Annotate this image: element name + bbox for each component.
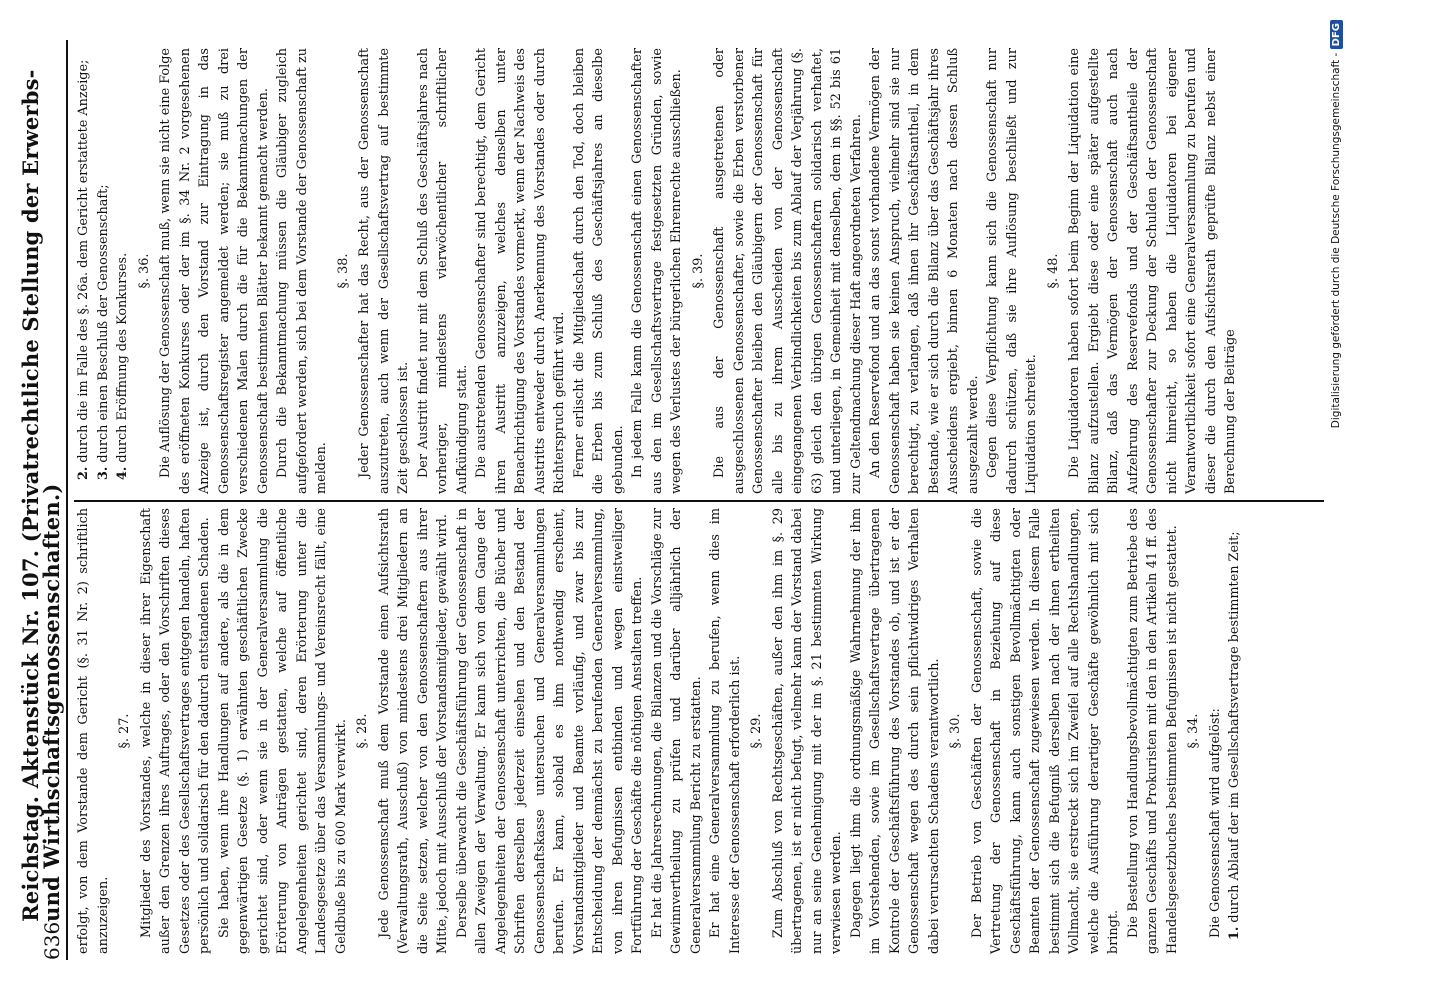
- text-columns: [74, 40, 1324, 960]
- enumerated-item: [94, 48, 114, 494]
- enumerated-item: [1225, 508, 1245, 954]
- enum-text: durch die im Falle des §. 26a. dem Gericht erstattete Anzeige;: [76, 59, 91, 463]
- section-heading: §. 39.: [690, 253, 706, 289]
- paragraph: Die aus der Genossenschaft ausgetretenen oder ausgeschlossenen Genossenschafter, sowie die Erben verstorbener Genossenschafter bleiben den Gläubigern der Genossenschaft für alle bis zu ihrem Ausscheiden von der Genossenschaft eingegangenen Verbindlichkeiten bis zum Ablauf der Verjährung (§. 63) gleich den übrigen Genossenschaftern solidarisch verhaftet, und unterliegen, in Gemeinheit mit denselben, dem in §§. 52 bis 61 zur Geltendmachung dieser Haft angeordneten Verfahren.: [712, 48, 864, 494]
- paragraph: Mitglieder des Vorstandes, welche in dieser ihrer Eigenschaft außer den Grenzen ihres Auftrages, oder den Vorschriften dieses Gesetzes oder des Gesellschaftsvertrages entgegen handeln, haften persönlich und solidarisch für den dadurch entstandenen Schaden.: [138, 508, 212, 954]
- paragraph: Der Betrieb von Geschäften der Genossenschaft, sowie die Vertretung der Genossenschaft in Beziehung auf diese Geschäftsführung, kann auch sonstigen Bevollmächtigten oder Beamten der Genossenschaft zugewiesen werden. In diesem Falle bestimmt sich die Befugniß derselben nach der ihnen ertheilten Vollmacht, sie erstreckt sich im Zweifel auf alle Rechtshandlungen, welche die Ausführung derartiger Geschäfte gewöhnlich mit sich bringt.: [969, 508, 1121, 954]
- paragraph: Zum Abschluß von Rechtsgeschäften, außer den ihm im §. 29 übertragenen, ist er nicht befugt, vielmehr kann der Vorstand dabei nur an seine Genehmigung mit der im §. 21 bestimmten Wirkung verwiesen werden.: [770, 508, 844, 954]
- paragraph: Er hat eine Generalversammlung zu berufen, wenn dies im Interesse der Genossenschaft erforderlich ist.: [708, 508, 743, 954]
- paragraph: Die Liquidatoren haben sofort beim Beginn der Liquidation eine Bilanz aufzustellen. Ergiebt diese oder eine später aufgestellte Bilanz, daß das Vermögen der Genossenschaft auch nach Aufzehrung des Reservefonds und der Geschäftsantheile der Genossenschafter zur Deckung der Schulden der Genossenschaft nicht hinreicht, so haben die Liquidatoren bei eigener Verantwortlichkeit sofort eine Generalversammlung zu berufen und dieser die durch den Aufsichtsrath geprüfte Bilanz nebst einer Berechnung der Beiträge: [1067, 48, 1238, 494]
- paragraph: Die Bestellung von Handlungsbevollmächtigten zum Betriebe des ganzen Geschäfts und Prokuristen mit den in den Artikeln 41 ff. des Handelsgesetzbuches bestimmten Befugnissen ist nicht gestattet.: [1125, 508, 1180, 954]
- section-heading: §. 34.: [1186, 713, 1201, 749]
- page-header: [18, 40, 68, 960]
- section-heading: §. 48.: [1045, 253, 1061, 289]
- paragraph: Gegen diese Verpflichtung kann sich die Genossenschaft nur dadurch schützen, daß sie ihre Auflösung beschließt und zur Liquidation schreitet.: [985, 48, 1039, 494]
- enum-text: durch Eröffnung des Konkurses.: [115, 252, 130, 463]
- enumerated-item: [113, 48, 133, 494]
- enumerated-item: [74, 48, 94, 494]
- section-heading: §. 38.: [335, 253, 351, 289]
- paragraph: Die Auflösung der Genossenschaft muß, wenn sie nicht eine Folge des eröffneten Konkurses oder der im §. 34 Nr. 2 vorgesehenen Anzeige ist, durch den Vorstand zur Eintragung in das Genossenschaftsregister angemeldet werden; sie muß zu drei verschiedenen Malen durch die für die Bekanntmachungen der Genossenschaft bestimmten Blätter bekannt gemacht werden.: [158, 48, 271, 494]
- paragraph: Jede Genossenschaft muß dem Vorstande einen Aufsichtsrath (Verwaltungsrath, Ausschuß) von mindestens drei Mitgliedern an die Seite setzen, welcher von den Genossenschaftern aus ihrer Mitte, jedoch mit Ausschluß der Vorstandsmitglieder, gewählt wird.: [376, 508, 450, 954]
- column-divider: [74, 500, 1324, 502]
- paragraph: Derselbe überwacht die Geschäftsführung der Genossenschaft in allen Zweigen der Verwaltung. Er kann sich von dem Gange der Angelegenheiten der Genossenschaft unterrichten, die Bücher und Schriften derselben jederzeit einsehen und den Bestand der Genossenschaftskasse untersuchen und Generalversammlungen berufen. Er kann, sobald es ihm nothwendig erscheint, Vorstandsmitglieder und Beamte vorläufig, und zwar bis zur Entscheidung der demnächst zu berufenden Generalversammlung, von ihren Befugnissen entbinden und wegen einstweiliger Fortführung der Geschäfte die nöthigen Anstalten treffen.: [454, 508, 645, 954]
- running-title: Reichstag. Aktenstück Nr. 107. (Privatrechtliche Stellung der Erwerbs- und Wirthschaftsgenossenschaften.): [18, 69, 64, 922]
- paragraph: An den Reservefond und an das sonst vorhandene Vermögen der Genossenschaft haben sie keinen Anspruch, vielmehr sind sie nur berechtigt, zu verlangen, daß ihnen ihr Geschäftsantheil, in dem Bestande, wie er sich durch die Bilanz über das Geschäftsjahr ihres Ausscheidens ergiebt, binnen 6 Monaten nach dessen Schluß ausgezahlt werde.: [868, 48, 981, 494]
- section-heading: §. 36.: [136, 253, 152, 289]
- enum-number: 4.: [115, 466, 130, 480]
- paragraph: Jeder Genossenschafter hat das Recht, aus der Genossenschaft auszutreten, auch wenn der Gesellschaftsvertrag auf bestimmte Zeit geschlossen ist.: [357, 48, 411, 494]
- section-heading: §. 28.: [355, 713, 370, 749]
- paragraph: Die Genossenschaft wird aufgelöst:: [1207, 708, 1223, 938]
- paragraph: In jedem Falle kann die Genossenschaft einen Genossenschafter aus den im Gesellschaftsvertrage festgesetzten Gründen, sowie wegen des Verlustes der bürgerlichen Ehrenrechte ausschließen.: [630, 48, 684, 494]
- paragraph: Er hat die Jahresrechnungen, die Bilanzen und die Vorschläge zur Gewinnvertheilung zu prüfen und darüber alljährlich der Generalversammlung Bericht zu erstatten.: [649, 508, 704, 954]
- digitization-note-text: Digitalisierung gefördert durch die Deutsche Forschungsgemeinschaft -: [1330, 52, 1342, 429]
- section-heading: §. 29.: [749, 713, 764, 749]
- enum-text: durch einen Beschluß der Genossenschaft;: [95, 184, 111, 463]
- page-number: 636: [40, 921, 64, 960]
- section-heading: §. 27.: [117, 713, 132, 749]
- right-column: [74, 42, 1324, 500]
- section-heading: §. 30.: [948, 713, 963, 749]
- paragraph: erfolgt, von dem Vorstande dem Gericht (§. 31 Nr. 2) schriftlich anzuzeigen.: [76, 508, 111, 954]
- digitization-note: [1330, 20, 1420, 980]
- enum-text: durch Ablauf der im Gesellschaftsvertrage bestimmten Zeit;: [1227, 531, 1242, 923]
- paragraph: Durch die Bekanntmachung müssen die Gläubiger zugleich aufgefordert werden, sich bei dem Vorstande der Genossenschaft zu melden.: [275, 48, 329, 494]
- paragraph: Der Austritt findet nur mit dem Schluß des Geschäftsjahres nach vorheriger, mindestens vierwöchentlicher schriftlicher Aufkündigung statt.: [415, 48, 470, 494]
- paragraph: Die austretenden Genossenschafter sind berechtigt, dem Gericht ihren Austritt anzuzeigen, welches denselben unter Benachrichtigung des Vorstandes vormerkt, wenn der Nachweis des Austritts entweder durch Anerkennung des Vorstandes oder durch Richterspruch geführt wird.: [474, 48, 567, 494]
- enum-number: 3.: [95, 466, 111, 480]
- enum-number: 1.: [1227, 926, 1242, 940]
- enum-number: 2.: [76, 466, 91, 480]
- paragraph: Ferner erlischt die Mitgliedschaft durch den Tod, doch bleiben die Erben bis zum Schluß des Geschäftsjahres an dieselbe gebunden.: [571, 48, 626, 494]
- left-column: [74, 502, 1324, 960]
- paragraph: Dagegen liegt ihm die ordnungsmäßige Wahrnehmung der ihm im Vorstehenden, sowie im Gesellschaftsvertrage übertragenen Kontrole der Geschäftsführung des Vorstandes ob, und ist er der Genossenschaft wegen des durch sein pflichtwidriges Verhalten dabei verursachten Schadens verantwortlich.: [848, 508, 942, 954]
- paragraph: Sie haben, wenn ihre Handlungen auf andere, als die in dem gegenwärtigen Gesetze (§. 1) erwähnten geschäftlichen Zwecke gerichtet sind, oder wenn sie in der Generalversammlung die Erörterung von Anträgen gestatten, welche auf öffentliche Angelegenheiten gerichtet sind, deren Erörterung unter die Landesgesetze über das Versammlungs- und Vereinsrecht fällt, eine Geldbuße bis zu 600 Mark verwirkt.: [216, 508, 349, 954]
- dfg-logo: DFG: [1330, 20, 1343, 49]
